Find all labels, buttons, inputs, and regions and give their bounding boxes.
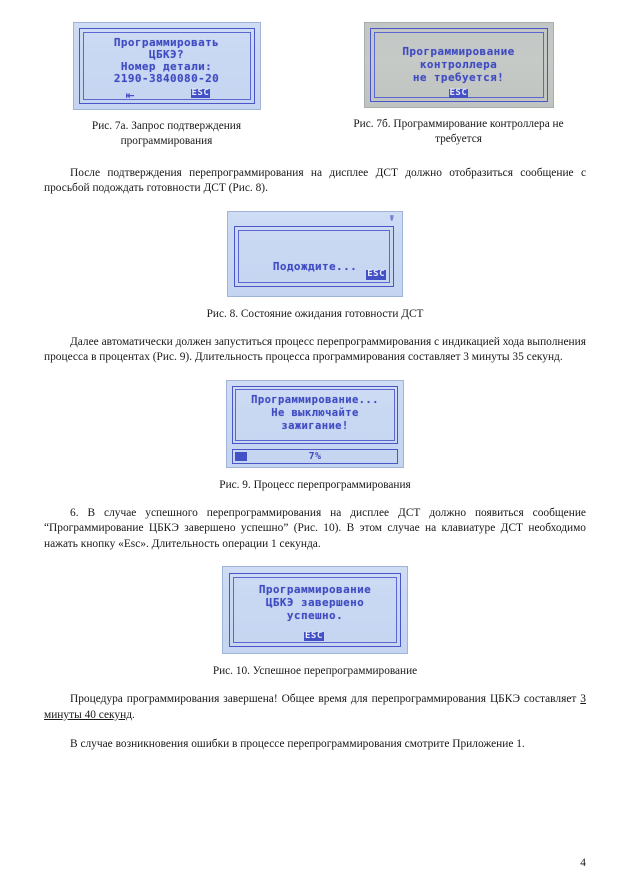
lcd-text-line-2: ЦБКЭ? [148,48,185,61]
lcd-screen-9 [226,380,404,468]
progress-bar [232,449,398,464]
lcd-text-line-3: Номер детали: [120,60,213,73]
figure-7a [44,22,289,148]
esc-key-badge[interactable]: ESC [305,630,323,641]
paragraph-error-reference: В случае возникновения ошибки в процессе перепрограммирования смотрите Приложение 1. [70,737,525,750]
figure-7a-caption-line1: Рис. 7а. Запрос подтверждения [91,120,242,132]
para4-text-part1: Процедура программирования завершена! Общее время для перепрограммирования ЦБКЭ составляет [70,693,581,706]
figure-10 [44,566,586,679]
lcd-text-line-4: 2190-3840080-20 [113,72,220,85]
paragraph-procedure-complete [44,692,586,722]
esc-key-badge[interactable]: ESC [367,269,385,280]
figure-10-caption: Рис. 10. Успешное перепрограммирование [212,664,418,677]
progress-percent-label: 7% [308,450,322,462]
lcd-screen-10 [222,566,408,654]
figure-7b [331,22,586,146]
para4-text-part2: . [132,708,135,721]
lcd-screen-7a [73,22,261,110]
lcd-text-line-2: ЦБКЭ завершено [265,595,365,609]
figure-7a-caption-line2: программирования [120,134,213,147]
lcd-text-line-1: Программирование... [251,393,379,406]
esc-key-badge[interactable]: ESC [191,88,210,98]
page-number: 4 [580,857,586,869]
figure-8-caption: Рис. 8. Состояние ожидания готовности ДСТ [206,307,424,320]
paragraph-after-fig8: Далее автоматически должен запуститься процесс перепрограммирования с индикацией хода выполнения процесса в процентах (Рис. 9). Длительность процесса программирования составляет 3 минуты 35 секунд. [44,336,586,364]
paragraph-step-6: 6. В случае успешного перепрограммирования на дисплее ДСТ должно появиться сообщение “Программирование ЦБКЭ завершено успешно” (Рис. 10). В этом случае на клавиатуре ДСТ необходимо нажать кнопку «Esc». Длительность операции 1 секунда. [44,507,586,550]
lcd-screen-8 [227,211,403,297]
lcd-text-line-3: успешно. [286,608,344,622]
lcd-screen-7b [364,22,554,108]
lcd-text-line-1: Подождите... [272,259,358,273]
enter-return-arrow-icon[interactable]: ⇤ [125,89,136,102]
total-duration-value: 3 минуты 40 секунд [44,693,586,721]
lcd-text-line-3: не требуется! [412,71,505,84]
figure-9 [44,380,586,493]
figure-9-caption: Рис. 9. Процесс перепрограммирования [219,478,411,491]
paragraph-after-fig7: После подтверждения перепрограммирования на дисплее ДСТ должно отобразиться сообщение с просьбой подождать готовности ДСТ (Рис. 8). [44,167,586,195]
lcd-text-line-1: Программировать [113,36,220,49]
esc-key-badge[interactable]: ESC [449,88,468,98]
figure-8 [44,211,586,322]
lcd-text-line-1: Программирование [402,45,515,58]
lcd-text-line-2: Не выключайте [271,406,359,419]
antenna-icon: ☤ [389,213,395,224]
lcd-text-line-3: зажигание! [281,419,349,432]
figure-7b-caption-line1: Рис. 7б. Программирование контроллера не [353,118,564,130]
figure-7b-caption-line2: требуется [435,132,482,145]
figure-row-7 [44,22,586,148]
lcd-text-line-1: Программирование [258,582,372,596]
lcd-text-line-2: контроллера [419,58,498,71]
